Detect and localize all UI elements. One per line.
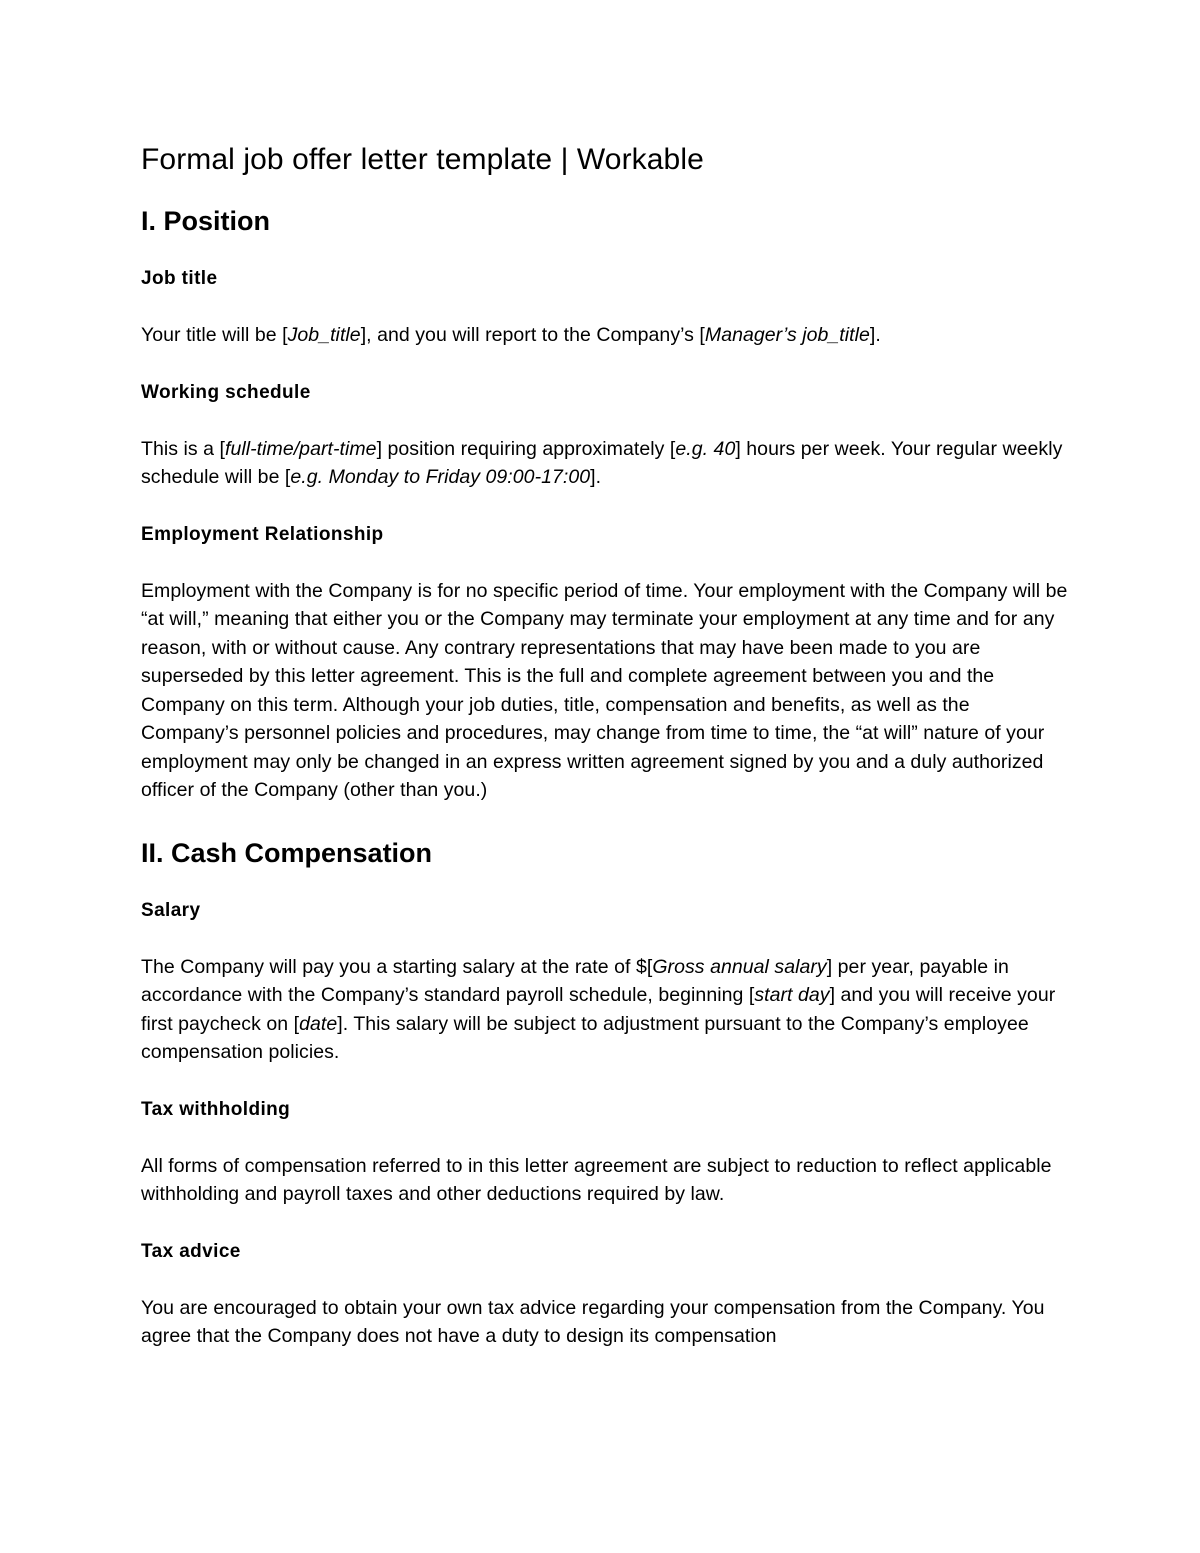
job-title-placeholder: Job_title [287,324,361,346]
paragraph-job-title [141,321,1071,350]
paragraph-tax-advice: You are encouraged to obtain your own tax advice regarding your compensation from the Company. You agree that the Company does not have a duty to design its compensation [141,1296,1045,1347]
subheading-tax-advice: Tax advice [141,1240,241,1262]
salary-text-1: The Company will pay you a starting salary at the rate of $[ [141,955,653,978]
job-title-text-2: ], and you will report to the Company’s [ [360,324,705,346]
gross-salary-placeholder: Gross annual salary [652,955,827,978]
start-day-placeholder: start day [754,984,830,1006]
subheading-salary: Salary [141,899,201,921]
subheading-employment-relationship: Employment Relationship [141,523,384,545]
date-placeholder: date [299,1012,338,1035]
section-heading-position: I. Position [141,206,271,236]
hours-placeholder: e.g. 40 [675,437,736,460]
manager-job-title-placeholder: Manager’s job_title [704,324,870,346]
job-title-text-1: Your title will be [ [141,324,288,346]
section-heading-cash-compensation: II. Cash Compensation [141,837,433,868]
paragraph-working-schedule [141,435,1071,492]
schedule-text-1: This is a [ [141,437,225,460]
subheading-working-schedule: Working schedule [141,381,311,403]
salary-text-2: ] per year, payable in accordance with the Company’s standard payroll schedule, beginning [ [141,955,1009,1006]
subheading-job-title: Job title [141,268,218,289]
paragraph-salary [141,953,1071,1067]
subheading-tax-withholding: Tax withholding [141,1098,291,1120]
document-page [141,138,1071,1380]
salary-text-3: ] and you will receive your first paycheck on [ [141,984,1056,1035]
salary-text-4: ]. This salary will be subject to adjustment pursuant to the Company’s employee compensation policies. [141,1012,1029,1063]
job-title-text-3: ]. [869,324,881,346]
document-title: Formal job offer letter template | Workable [141,143,704,176]
paragraph-employment-relationship: Employment with the Company is for no specific period of time. Your employment with the Company will be “at will,” meaning that either you or the Company may terminate your employment at any time and for any reason, with or without cause. Any contrary representations that may have been made to you are superseded by this letter agreement. This is the full and complete agreement between you and the Company on this term. Although your job duties, title, compensation and benefits, as well as the Company’s personnel policies and procedures, may change from time to time, the “at will” nature of your employment may only be changed in an express written agreement signed by you and a duly authorized officer of the Company (other than you.) [141,579,1068,801]
schedule-text-4: ]. [590,466,602,488]
weekly-schedule-placeholder: e.g. Monday to Friday 09:00-17:00 [290,466,591,488]
paragraph-tax-withholding: All forms of compensation referred to in this letter agreement are subject to reduction to reflect applicable withholding and payroll taxes and other deductions required by law. [141,1154,1052,1205]
schedule-text-2: ] position requiring approximately [ [376,437,676,460]
schedule-text-3: ] hours per week. Your regular weekly schedule will be [ [141,437,1063,488]
schedule-type-placeholder: full-time/part-time [225,437,377,460]
